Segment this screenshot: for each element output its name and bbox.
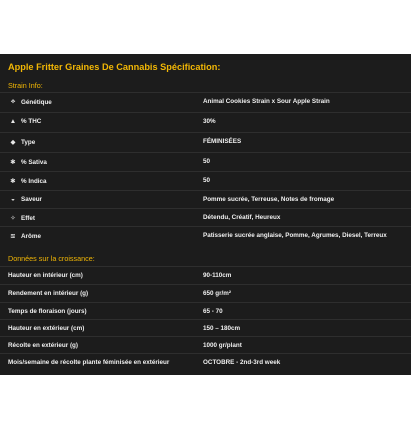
- dna-icon: ⟡: [10, 98, 16, 105]
- spec-label: Génétique: [21, 98, 52, 106]
- sparkle-icon: ✧: [10, 215, 16, 222]
- spec-row-thc: [0, 112, 411, 131]
- growth-label: Hauteur en intérieur (cm): [8, 272, 83, 279]
- growth-label: Mois/semaine de récolte plante féminisée en extérieur: [8, 359, 170, 366]
- spec-row-arome: [0, 226, 411, 245]
- spec-row-genetique: [0, 92, 411, 111]
- spec-value: FÉMINISÉES: [203, 138, 242, 145]
- spec-row-indica: [0, 171, 411, 190]
- spec-value: 50: [203, 177, 211, 184]
- growth-row-indoor-yield: [0, 284, 411, 303]
- spec-label: Effet: [21, 214, 35, 222]
- page-title: Apple Fritter Graines De Cannabis Spécification:: [8, 62, 221, 72]
- flame-icon: ▲: [9, 118, 17, 125]
- growth-value: 650 gr/m²: [203, 290, 231, 297]
- spec-value: 50: [203, 158, 211, 165]
- spec-row-effet: [0, 208, 411, 227]
- spec-row-sativa: [0, 152, 411, 171]
- growth-label: Rendement en intérieur (g): [8, 290, 89, 297]
- aroma-icon: ≋: [10, 233, 16, 240]
- specification-panel: [0, 54, 411, 375]
- growth-value: 150 – 180cm: [203, 325, 241, 332]
- growth-label: Temps de floraison (jours): [8, 308, 87, 315]
- growth-value: 1000 gr/plant: [203, 342, 242, 349]
- spec-label: Saveur: [21, 196, 43, 203]
- growth-value: 65 - 70: [203, 308, 223, 315]
- tag-icon: ◆: [10, 139, 16, 146]
- growth-value: 90-110cm: [203, 272, 232, 279]
- growth-value: OCTOBRE - 2nd-3rd week: [203, 359, 281, 366]
- spec-label: % Indica: [21, 177, 47, 185]
- growth-heading: Données sur la croissance:: [8, 254, 95, 263]
- growth-row-indoor-height: [0, 266, 411, 285]
- spec-label: Type: [21, 138, 36, 146]
- lips-icon: ◒: [11, 196, 15, 203]
- strain-info-heading: Strain Info:: [8, 81, 43, 90]
- spec-value: Pomme sucrée, Terreuse, Notes de fromage: [203, 196, 335, 203]
- spec-value: Patisserie sucrée anglaise, Pomme, Agrumes, Diesel, Terreux: [203, 232, 387, 239]
- spec-value: Animal Cookies Strain x Sour Apple Strain: [203, 98, 330, 105]
- spec-label: % Sativa: [21, 158, 47, 166]
- spec-label: Arôme: [21, 232, 41, 240]
- spec-value: Détendu, Créatif, Heureux: [203, 214, 281, 221]
- leaf-icon: ✱: [10, 159, 16, 166]
- growth-label: Hauteur en extérieur (cm): [8, 325, 85, 332]
- growth-label: Récolte en extérieur (g): [8, 342, 78, 349]
- spec-label: % THC: [21, 118, 42, 125]
- spec-row-saveur: [0, 190, 411, 209]
- growth-row-harvest-month: [0, 353, 411, 372]
- spec-value: 30%: [203, 118, 216, 125]
- cannabis-icon: ✱: [10, 178, 16, 185]
- spec-row-type: [0, 132, 411, 151]
